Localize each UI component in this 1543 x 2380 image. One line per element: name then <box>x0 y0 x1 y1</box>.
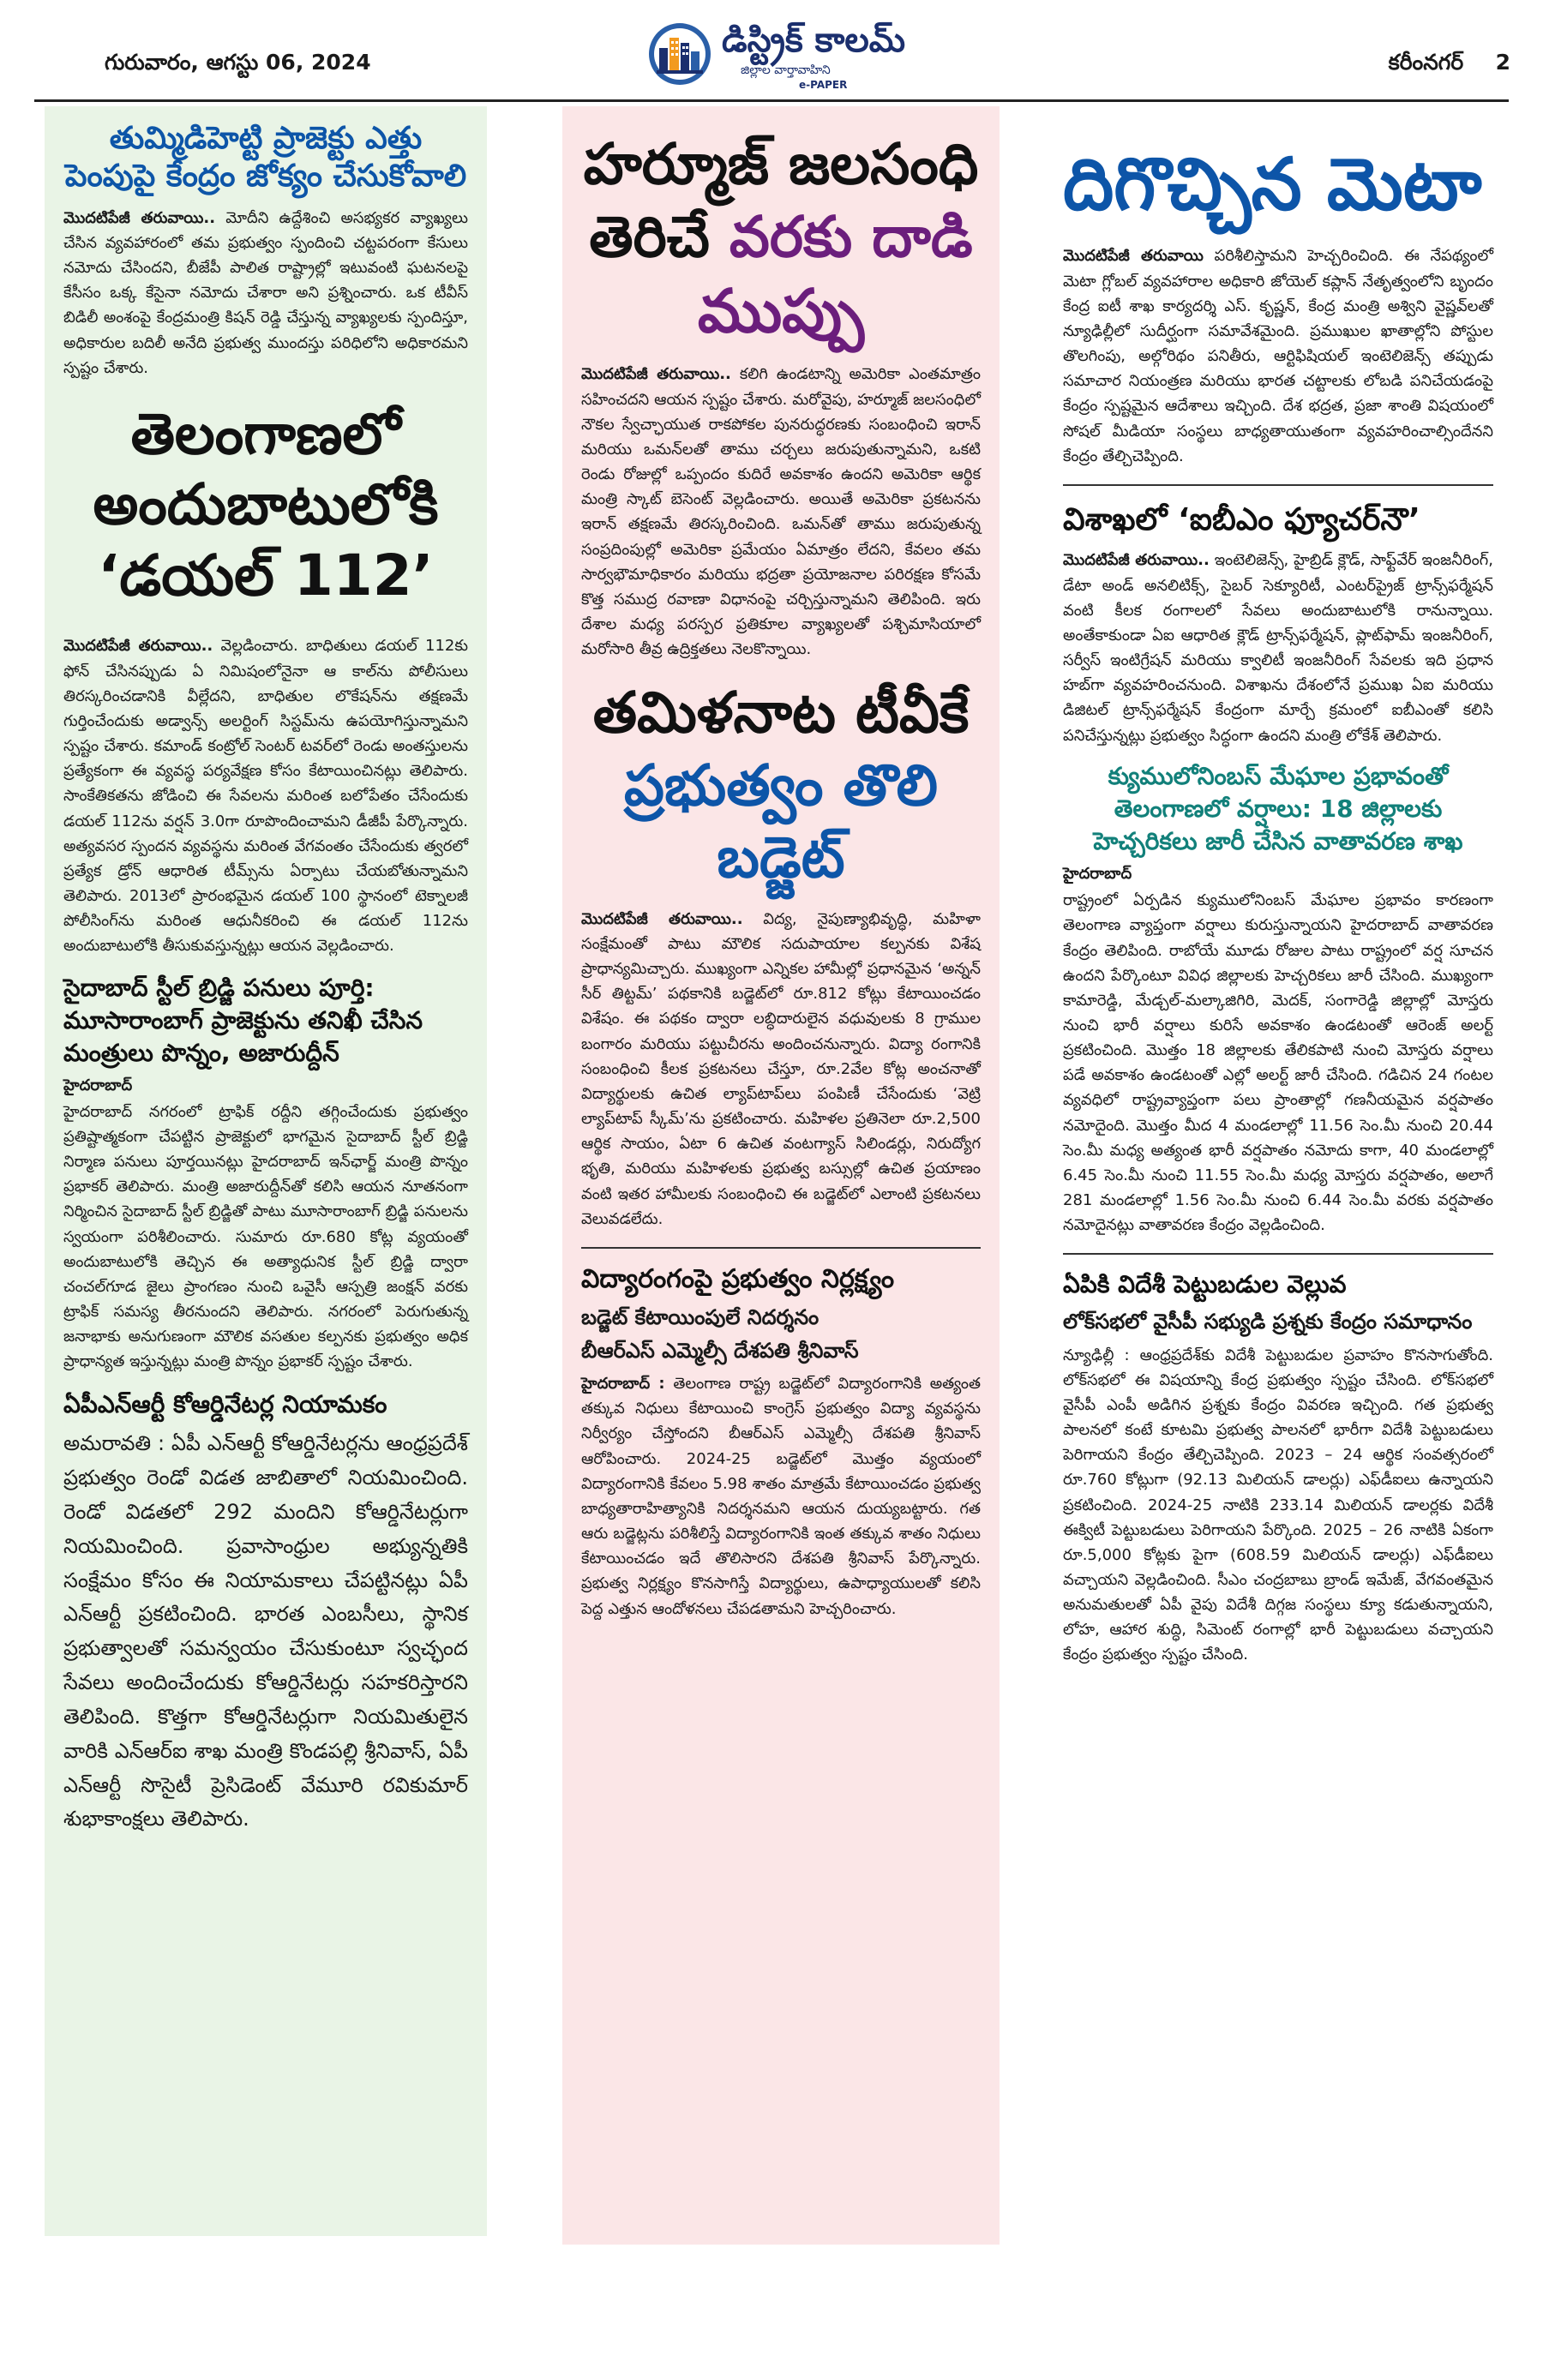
article-body-ap-fdi: న్యూఢిల్లీ : ఆంధ్రప్రదేశ్‌కు విదేశీ పెట్టుబడుల ప్రవాహం కొనసాగుతోంది. లోక్‌సభలో ఈ విషయాన్ని కేంద్ర ప్రభుత్వం స్పష్టం చేసింది. లోక్‌సభలో వైసీపీ ఎంపీ అడిగిన ప్రశ్నకు కేంద్రం వివరణ ఇచ్చింది. గత ప్రభుత్వ పాలనలో కంటే కూటమి ప్రభుత్వ పాలనలో భారీగా విదేశీ పెట్టుబడులు పెరిగాయని కేంద్రం తేల్చిచెప్పింది. 2023 – 24 ఆర్థిక సంవత్సరంలో రూ.760 కోట్లుగా (92.13 మిలియన్ డాలర్లు) ఎఫ్‌డీఐలు ఉన్నాయని ప్రకటించింది. 2024-25 నాటికి 233.14 మిలియన్ డాలర్లకు విదేశీ ఈక్విటీ పెట్టుబడులు పెరిగాయని పేర్కొంది. 2025 – 26 నాటికి ఏకంగా రూ.5,000 కోట్లకు పైగా (608.59 మిలియన్ డాలర్లు) ఎఫ్‌డీఐలు వచ్చాయని వెల్లడించింది. సీఎం చంద్రబాబు బ్రాండ్ ఇమేజ్, వేగవంతమైన అనుమతులతో ఏపీ వైపు విదేశీ దిగ్గజ సంస్థలు క్యూ కడుతున్నాయని, లోహ, ఆహార శుద్ధి, సిమెంట్ రంగాల్లో భారీ పెట్టుబడులు వచ్చాయని కేంద్రం ప్రభుత్వం స్పష్టం చేసింది. <box>1063 1346 1493 1664</box>
article-body-rain: రాష్ట్రంలో ఏర్పడిన క్యుములోనింబస్ మేఘాల ప్రభావం కారణంగా తెలంగాణ వ్యాప్తంగా వర్షాలు కురుస్తున్నాయని హైదరాబాద్ వాతావరణ కేంద్రం తెలిపింది. రాబోయే మూడు రోజుల పాటు రాష్ట్రంలో వర్ష సూచన ఉందని పేర్కొంటూ వివిధ జిల్లాలకు హెచ్చరికలు జారీ చేసింది. ముఖ్యంగా కామారెడ్డి, మేడ్చల్-మల్కాజిగిరి, మెదక్, సంగారెడ్డి జిల్లాల్లో మోస్తరు నుంచి భారీ వర్షాలు కురిసే అవకాశం ఉండటంతో ఆరెంజ్ అలర్ట్ ప్రకటించింది. మొత్తం 18 జిల్లాలకు తేలికపాటి నుంచి మోస్తరు వర్షాలు పడే అవకాశం ఉండటంతో ఎల్లో అలర్ట్ జారీ చేసింది. గడిచిన 24 గంటల వ్యవధిలో రాష్ట్రవ్యాప్తంగా పలు ప్రాంతాల్లో గణనీయమైన వర్షపాతం నమోదైంది. మొత్తం మీద 4 మండలాల్లో 11.56 సెం.మీ నుంచి 20.44 సెం.మీ మధ్య అత్యంత భారీ వర్షపాతం నమోదు కాగా, 40 మండలాల్లో 6.45 సెం.మీ నుంచి 11.55 సెం.మీ మధ్య మోస్తరు వర్షపాతం, అలాగే 281 మండలాల్లో 1.56 సెం.మీ నుంచి 6.44 సెం.మీ వరకు వర్షపాతం నమోదైనట్లు వాతావరణ కేంద్రం వెల్లడించింది. <box>1063 891 1493 1235</box>
column-left <box>45 106 487 2236</box>
article-dateline: మొదటిపేజీ తరువాయి.. <box>63 208 216 227</box>
column-middle <box>562 106 1000 2245</box>
article-separator <box>1063 1253 1493 1255</box>
article-byline-education: బీఆర్ఎస్ ఎమ్మెల్సీ దేశపతి శ్రీనివాస్ <box>581 1338 859 1363</box>
article-place: హైదరాబాద్ <box>63 1076 133 1094</box>
article-subhead-ap-fdi: లోక్‌సభలో వైసీపీ సభ్యుడి ప్రశ్నకు కేంద్రం సమాధానం <box>1063 1310 1473 1334</box>
article-body-dial-112 <box>63 633 468 958</box>
headline-hormuz-line2a: తెరిచే <box>589 203 710 270</box>
column-right <box>1051 106 1497 2300</box>
article-headline-ibm: విశాఖలో ‘ఐబీఎం ఫ్యూచర్‌నౌ’ <box>1063 501 1420 537</box>
article-body-meta <box>1063 243 1493 468</box>
headline-hormuz-line1: హర్మూజ్ జలసంధి <box>583 131 979 197</box>
article-body-ibm <box>1063 548 1493 747</box>
article-dateline: మొదటిపేజీ తరువాయి.. <box>581 909 743 928</box>
masthead-rule <box>34 99 1509 102</box>
logo-epaper-label: e-PAPER <box>799 79 848 91</box>
newspaper-logo <box>645 19 953 96</box>
article-place: హైదరాబాద్ <box>1063 865 1132 884</box>
issue-date: గురువారం, ఆగస్టు 06, 2024 <box>105 50 371 75</box>
article-body-education <box>581 1371 981 1622</box>
headline-hormuz-line2b: వరకు దాడి <box>729 203 973 270</box>
headline-hormuz-line3: ముప్పు <box>697 276 865 347</box>
article-separator <box>581 1247 981 1249</box>
article-headline-tummidihatti: తుమ్మిడిహెట్టి ప్రాజెక్టు ఎత్తు పెంపుపై కేంద్రం జోక్యం చేసుకోవాలి <box>64 121 467 194</box>
article-subhead-education: బడ్జెట్ కేటాయింపులే నిదర్శనం <box>581 1305 820 1330</box>
article-headline-education: విద్యారంగంపై ప్రభుత్వం నిర్లక్ష్యం <box>581 1263 895 1294</box>
article-dateline: మొదటిపేజీ తరువాయి.. <box>1063 551 1210 570</box>
headline-tvk-line2: ప్రభుత్వం తొలి <box>624 752 938 818</box>
masthead <box>0 0 1543 101</box>
article-headline-meta: దిగొచ్చిన మెటా <box>1063 142 1482 226</box>
city-skyline-logo-icon <box>645 21 715 87</box>
article-text: పరిశీలిస్తామని హెచ్చరించింది. ఈ నేపథ్యంలో మెటా గ్లోబల్ వ్యవహారాల అధికారి జోయెల్ కప్లాన్ నేతృత్వంలోని బృందం కేంద్ర ఐటీ శాఖ కార్యదర్శి ఎస్. కృష్ణన్, కేంద్ర మంత్రి అశ్విని వైష్ణవ్‌లతో న్యూఢిల్లీలో సుదీర్ఘంగా సమావేశమైంది. ప్రముఖుల ఖాతాల్లోని పోస్టుల తొలగింపు, అల్గోరిథం పనితీరు, ఆర్టిఫిషియల్ ఇంటెలిజెన్స్ తప్పుడు సమాచార నియంత్రణ మరియు భారత చట్టాలకు లోబడి పనిచేయడంపై కేంద్రం స్పష్టమైన ఆదేశాలు ఇచ్చింది. దేశ భద్రత, ప్రజా శాంతి విషయంలో సోషల్ మీడియా సంస్థలు బాధ్యతాయుతంగా వ్యవహరించాల్సిందేనని కేంద్రం తేల్చిచెప్పింది. <box>1063 247 1493 465</box>
article-body-tummidihatti <box>63 206 468 381</box>
article-text: ఇంటెలిజెన్స్, హైబ్రిడ్ క్లౌడ్, సాఫ్ట్‌వేర్ ఇంజనీరింగ్, డేటా అండ్ అనలిటిక్స్, సైబర్ సెక్యూరిటీ, ఎంటర్‌ప్రైజ్ ట్రాన్స్‌ఫర్మేషన్ వంటి కీలక రంగాలలో సేవలు అందుబాటులోకి రానున్నాయి. అంతేకాకుండా ఏఐ ఆధారిత క్లౌడ్ ట్రాన్స్‌ఫర్మేషన్, ప్లాట్‌ఫామ్ ఇంజనీరింగ్, సర్వీస్ ఇంటిగ్రేషన్ మరియు క్వాలిటీ ఇంజనీరింగ్ సేవలకు ఇది ప్రధాన హబ్‌గా వ్యవహరించనుంది. విశాఖను దేశంలోనే ప్రముఖ ఏఐ మరియు డిజిటల్ ట్రాన్స్‌ఫర్మేషన్ కేంద్రంగా మార్చే క్రమంలో ఐబీఎంతో కలిసి పనిచేస్తున్నట్లు ప్రభుత్వం సిద్ధంగా ఉందని మంత్రి లోకేశ్ తెలిపారు. <box>1063 551 1493 745</box>
article-dateline: హైదరాబాద్ : <box>581 1375 665 1394</box>
article-body-nrt-coordinators: అమరావతి : ఏపీ ఎన్ఆర్టీ కోఆర్డినేటర్లను ఆంధ్రప్రదేశ్ ప్రభుత్వం రెండో విడత జాబితాలో నియమించింది. రెండో విడతలో 292 మందిని కోఆర్డినేటర్లుగా నియమించింది. ప్రవాసాంధ్రుల అభ్యున్నతికి సంక్షేమం కోసం ఈ నియామకాలు చేపట్టినట్లు ఏపీ ఎన్ఆర్టీ ప్రకటించింది. భారత ఎంబసీలు, స్థానిక ప్రభుత్వాలతో సమన్వయం చేసుకుంటూ స్వచ్ఛంద సేవలు అందించేందుకు కోఆర్డినేటర్లు సహకరిస్తారని తెలిపింది. కొత్తగా కోఆర్డినేటర్లుగా నియమితులైన వారికి ఎన్ఆర్ఐ శాఖ మంత్రి కొండపల్లి శ్రీనివాస్, ఏపీ ఎన్ఆర్టీ సొసైటీ ప్రెసిడెంట్ వేమూరి రవికుమార్ శుభాకాంక్షలు తెలిపారు. <box>63 1431 468 1831</box>
logo-tagline: జిల్లాల వార్తావాహిని <box>741 63 831 77</box>
article-headline-nrt-coordinators: ఏపీఎన్ఆర్టీ కోఆర్డినేటర్ల నియామకం <box>63 1389 387 1418</box>
article-text: తెలంగాణ రాష్ట్ర బడ్జెట్‌లో విద్యారంగానికి అత్యంత తక్కువ నిధులు కేటాయించి కాంగ్రెస్ ప్రభుత్వం విద్యా వ్యవస్థను నిర్వీర్యం చేస్తోందని బీఆర్ఎస్ ఎమ్మెల్సీ దేశపతి శ్రీనివాస్ ఆరోపించారు. 2024-25 బడ్జెట్‌లో మొత్తం వ్యయంలో విద్యారంగానికి కేవలం 5.98 శాతం మాత్రమే కేటాయించడం ప్రభుత్వ బాధ్యతారాహిత్యానికి నిదర్శనమని ఆయన దుయ్యబట్టారు. గత ఆరు బడ్జెట్లను పరిశీలిస్తే విద్యారంగానికి ఇంత తక్కువ శాతం నిధులు కేటాయించడం ఇదే తొలిసారని దేశపతి శ్రీనివాస్ పేర్కొన్నారు. ప్రభుత్వ నిర్లక్ష్యం కొనసాగిస్తే విద్యార్థులు, ఉపాధ్యాయులతో కలిసి పెద్ద ఎత్తున ఆందోళనలు చేపడతామని హెచ్చరించారు. <box>581 1375 981 1618</box>
edition-page-label <box>1389 50 1510 81</box>
article-dateline: మొదటిపేజీ తరువాయి.. <box>63 637 213 656</box>
headline-rain-line1: క్యుములోనింబస్ మేఘాల ప్రభావంతో <box>1108 761 1449 790</box>
headline-rain-line3: హెచ్చరికలు జారీ చేసిన వాతావరణ శాఖ <box>1093 827 1463 856</box>
article-separator <box>1063 484 1493 486</box>
article-body-hormuz <box>581 362 981 662</box>
headline-rain-line2: తెలంగాణలో వర్షాలు: 18 జిల్లాలకు <box>1114 794 1443 823</box>
article-headline-steel-bridge: సైదాబాద్ స్టీల్ బ్రిడ్జి పనులు పూర్తి: మూసారాంబాగ్ ప్రాజెక్టును తనిఖీ చేసిన మంత్రులు పొన్నం, అజారుద్దీన్ <box>63 974 423 1068</box>
article-text: మోదీని ఉద్దేశించి అసభ్యకర వ్యాఖ్యలు చేసిన వ్యవహారంలో తమ ప్రభుత్వం స్పందించి చట్టపరంగా కేసులు నమోదు చేసిందని, బీజేపీ పాలిత రాష్ట్రాల్లో ఇటువంటి ఘటనలపై కేసీసం ఒక్క కేసైనా నమోదు చేశారా అని ప్రశ్నించారు. ఒక టీవీస్ బిడిలీ అంశంపై కేంద్రమంత్రి కిషన్ రెడ్డి చేస్తున్న వ్యాఖ్యలకు స్పందిస్తూ, అధికారుల బదిలీ అనేది ప్రభుత్వ ముందస్తు పరిధిలోని అధికారమని స్పష్టం చేశారు. <box>63 208 468 377</box>
headline-tvk-line1: తమిళనాట టీవీకే <box>592 680 970 746</box>
article-headline-ap-fdi: ఏపికి విదేశీ పెట్టుబడుల వెల్లువ <box>1063 1270 1347 1299</box>
article-headline-dial-112: తెలంగాణలో అందుబాటులోకి ‘డయల్ 112’ <box>93 400 439 608</box>
headline-tvk-line3: బడ్జెట్ <box>717 824 845 891</box>
article-body-tvk-budget <box>581 907 981 1232</box>
article-text: కలిగి ఉండటాన్ని అమెరికా ఎంతమాత్రం సహించదని ఆయన స్పష్టం చేశారు. మరోవైపు, హర్మూజ్ జలసంధిలో నౌకల స్వేచ్ఛాయుత రాకపోకల పునరుద్ధరణకు సంబంధించి ఇరాన్ మరియు ఒమన్‌లతో తాము చర్చలు జరుపుతున్నామని, ఒకటి రెండు రోజుల్లో ఒప్పందం కుదిరే అవకాశం ఉందని అమెరికా ఆర్థిక మంత్రి స్కాట్ బెసెంట్ వెల్లడించారు. అయితే అమెరికా ప్రకటనను ఇరాన్ తక్షణమే తిరస్కరించింది. ఒమన్‌తో తాము జరుపుతున్న సంప్రదింపుల్లో అమెరికా ప్రమేయం ఏమాత్రం లేదని, కేవలం తమ సార్వభౌమాధికారం మరియు భద్రతా ప్రయోజనాల పరిరక్షణ కోసమే కొత్త సముద్ర రవాణా విధానంపై చర్చిస్తున్నామని తెలిపింది. ఇరు దేశాల మధ్య పరస్పర ప్రతికూల వ్యాఖ్యలతో పశ్చిమాసియాలో మరోసారి తీవ్ర ఉద్రిక్తతలు నెలకొన్నాయి. <box>581 365 981 659</box>
logo-title: డిస్ట్రిక్ కాలమ్ <box>722 21 906 60</box>
article-text: వెల్లడించారు. బాధితులు డయల్ 112కు ఫోన్ చేసినప్పుడు ఏ నిమిషంలోనైనా ఆ కాల్‌ను పోలీసులు తిరస్కరించడానికి వీల్లేదని, బాధితుల లొకేషన్‌ను తక్షణమే గుర్తించేందుకు అడ్వాన్స్ అలర్టింగ్ సిస్టమ్‌ను ఉపయోగిస్తున్నామని స్పష్టం చేశారు. కమాండ్ కంట్రోల్ సెంటర్ టవర్‌లో రెండు అంతస్తులను ప్రత్యేకంగా ఈ వ్యవస్థ పర్యవేక్షణ కోసం కేటాయించినట్లు తెలిపారు. సాంకేతికతను జోడించి ఈ సేవలను మరింత బలోపేతం చేసేందుకు డయల్ 112ను వర్షన్ 3.0గా రూపొందించామని డీజీపీ పేర్కొన్నారు. అత్యవసర స్పందన వ్యవస్థను మరింత వేగవంతం చేసేందుకు త్వరలో ప్రత్యేక డ్రోన్ ఆధారిత టీమ్స్‌ను ఏర్పాటు చేయబోతున్నామని తెలిపారు. 2013లో ప్రారంభమైన డయల్ 100 స్థానంలో టెక్నాలజీ పోలీసింగ్‌ను మరింత ఆధునీకరించి ఈ డయల్ 112ను అందుబాటులోకి తీసుకువస్తున్నట్లు ఆయన వెల్లడించారు. <box>63 637 468 956</box>
page-number: 2 <box>1495 50 1510 75</box>
article-body-steel-bridge: హైదరాబాద్ నగరంలో ట్రాఫిక్ రద్దీని తగ్గించేందుకు ప్రభుత్వం ప్రతిష్టాత్మకంగా చేపట్టిన ప్రాజెక్టులో భాగమైన సైదాబాద్ స్టీల్ బ్రిడ్జి నిర్మాణ పనులు పూర్తయినట్లు హైదరాబాద్ ఇన్‌ఛార్జ్ మంత్రి పొన్నం ప్రభాకర్ తెలిపారు. మంత్రి అజారుద్దీన్‌తో కలిసి ఆయన నూతనంగా నిర్మించిన సైదాబాద్ స్టీల్ బ్రిడ్జితో పాటు మూసారాంబాగ్ బ్రిడ్జి పనులను స్వయంగా పరిశీలించారు. సుమారు రూ.680 కోట్ల వ్యయంతో అందుబాటులోకి తెచ్చిన ఈ అత్యాధునిక స్టీల్ బ్రిడ్జి ద్వారా చంచల్‌గూడ జైలు ప్రాంగణం నుంచి ఒవైసీ ఆస్పత్రి జంక్షన్ వరకు ట్రాఫిక్ సమస్య తీరనుందని తెలిపారు. నగరంలో పెరుగుతున్న జనాభాకు అనుగుణంగా మౌలిక వసతుల కల్పనకు ప్రభుత్వం అధిక ప్రాధాన్యత ఇస్తున్నట్లు మంత్రి పొన్నం ప్రభాకర్ స్పష్టం చేశారు. <box>63 1102 468 1371</box>
article-dateline: మొదటిపేజీ తరువాయి.. <box>581 365 731 384</box>
headline-hormuz-line2 <box>581 203 981 273</box>
article-dateline: మొదటిపేజీ తరువాయి <box>1063 247 1204 266</box>
article-text: విద్య, నైపుణ్యాభివృద్ధి, మహిళా సంక్షేమంతో పాటు మౌలిక సదుపాయాల కల్పనకు విశేష ప్రాధాన్యమిచ్చారు. ముఖ్యంగా ఎన్నికల హామీల్లో ప్రధానమైన ‘అన్నన్ సీర్ తిట్టమ్’ పథకానికి బడ్జెట్‌లో రూ.812 కోట్లు కేటాయించడం విశేషం. ఈ పథకం ద్వారా లబ్ధిదారులైన వధువులకు 8 గ్రాముల బంగారం మరియు పట్టుచీరను అందించనున్నారు. విద్యా రంగానికి సంబంధించి కీలక ప్రకటనలు చేస్తూ, రూ.2వేల కోట్ల అంచనాతో విద్యార్థులకు ఉచిత ల్యాప్‌టాప్‌లు పంపిణీ చేసేందుకు ‘వెట్రి ల్యాప్‌టాప్ స్కీమ్’ను ప్రకటించారు. మహిళల ప్రతినెలా రూ.2,500 ఆర్థిక సాయం, ఏటా 6 ఉచిత వంటగ్యాస్ సిలిండర్లు, నిరుద్యోగ భృతి, మరియు మహిళలకు ప్రభుత్వ బస్సుల్లో ఉచిత ప్రయాణం వంటి ఇతర హామీలకు సంబంధించి ఈ బడ్జెట్‌లో ఎలాంటి ప్రకటనలు వెలువడలేదు. <box>581 909 981 1228</box>
edition-name: కరీంనగర్ <box>1388 50 1464 75</box>
